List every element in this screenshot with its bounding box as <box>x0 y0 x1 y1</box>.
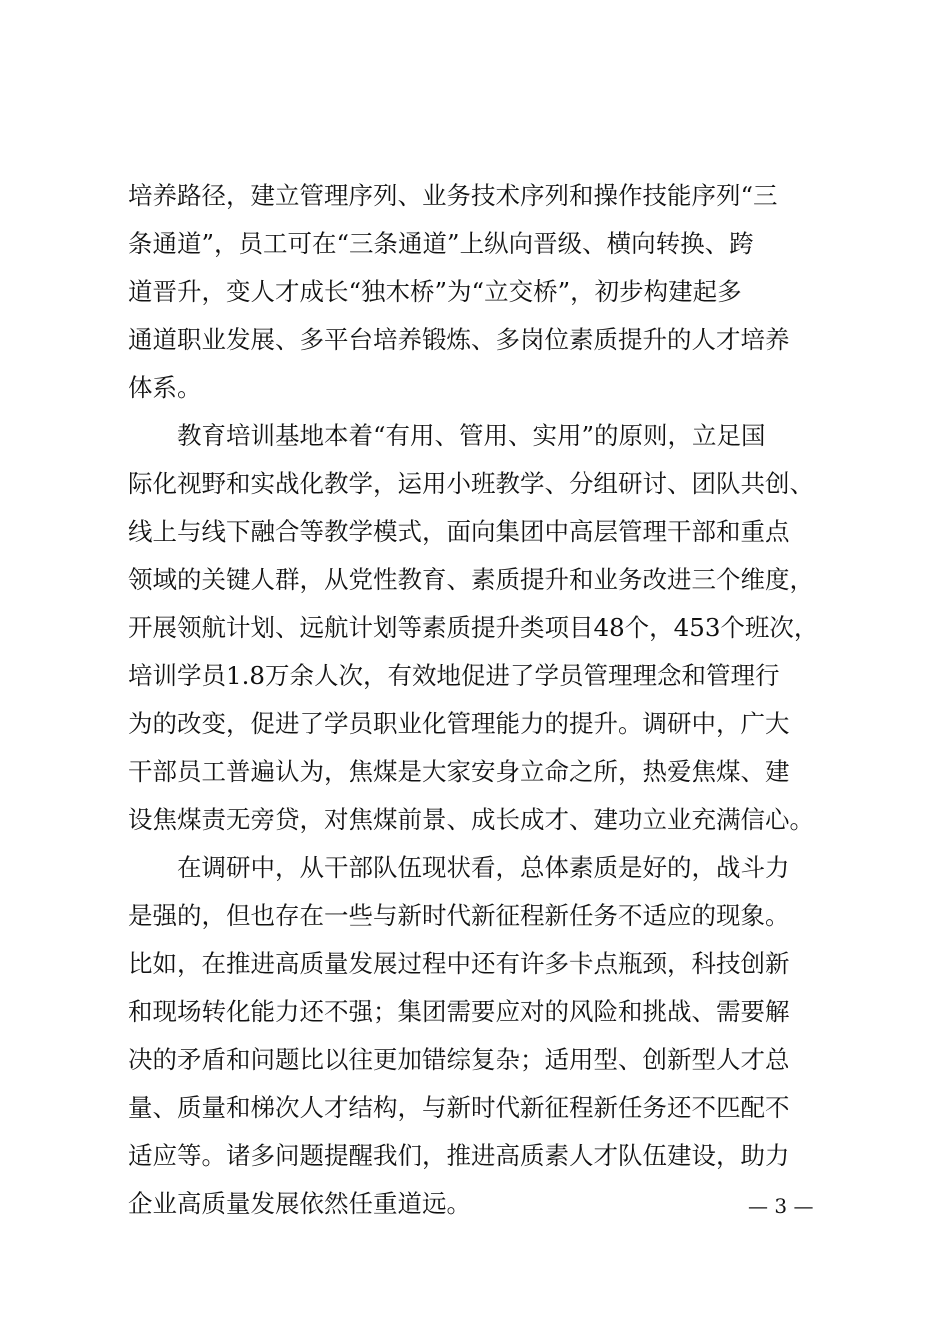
text-line: 设焦煤责无旁贷，对焦煤前景、成长成才、建功立业充满信心。 <box>128 805 814 834</box>
text-line: 教育培训基地本着“有用、管用、实用”的原则，立足国 <box>128 421 766 450</box>
text-line: 干部员工普遍认为，焦煤是大家安身立命之所，热爱焦煤、建 <box>128 757 790 786</box>
text-line: 和现场转化能力还不强；集团需要应对的风险和挑战、需要解 <box>128 997 790 1026</box>
text-line: 决的矛盾和问题比以往更加错综复杂；适用型、创新型人才总 <box>128 1045 790 1074</box>
text-line: 适应等。诸多问题提醒我们，推进高质素人才队伍建设，助力 <box>128 1141 790 1170</box>
text-line: 为的改变，促进了学员职业化管理能力的提升。调研中，广大 <box>128 709 790 738</box>
text-line: 企业高质量发展依然任重道远。 <box>128 1189 471 1218</box>
text-line: 培养路径，建立管理序列、业务技术序列和操作技能序列“三 <box>128 181 778 210</box>
text-line: 通道职业发展、多平台培养锻炼、多岗位素质提升的人才培养 <box>128 325 790 354</box>
text-line: 量、质量和梯次人才结构，与新时代新征程新任务还不匹配不 <box>128 1093 790 1122</box>
body-text <box>128 172 828 1228</box>
text-line: 线上与线下融合等教学模式，面向集团中高层管理干部和重点 <box>128 517 790 546</box>
page-number: — 3 — <box>748 1194 814 1218</box>
text-line: 体系。 <box>128 373 202 402</box>
text-line: 条通道”，员工可在“三条通道”上纵向晋级、横向转换、跨 <box>128 229 754 258</box>
text-line: 道晋升，变人才成长“独木桥”为“立交桥”，初步构建起多 <box>128 277 742 306</box>
text-line: 际化视野和实战化教学，运用小班教学、分组研讨、团队共创、 <box>128 469 814 498</box>
text-line: 是强的，但也存在一些与新时代新征程新任务不适应的现象。 <box>128 901 790 930</box>
text-line: 领域的关键人群，从党性教育、素质提升和业务改进三个维度， <box>128 565 814 594</box>
text-line: 开展领航计划、远航计划等素质提升类项目48个，453个班次， <box>128 613 819 642</box>
text-line: 比如，在推进高质量发展过程中还有许多卡点瓶颈，科技创新 <box>128 949 790 978</box>
text-line: 在调研中，从干部队伍现状看，总体素质是好的，战斗力 <box>128 853 790 882</box>
text-line: 培训学员1.8万余人次，有效地促进了学员管理理念和管理行 <box>128 661 780 690</box>
